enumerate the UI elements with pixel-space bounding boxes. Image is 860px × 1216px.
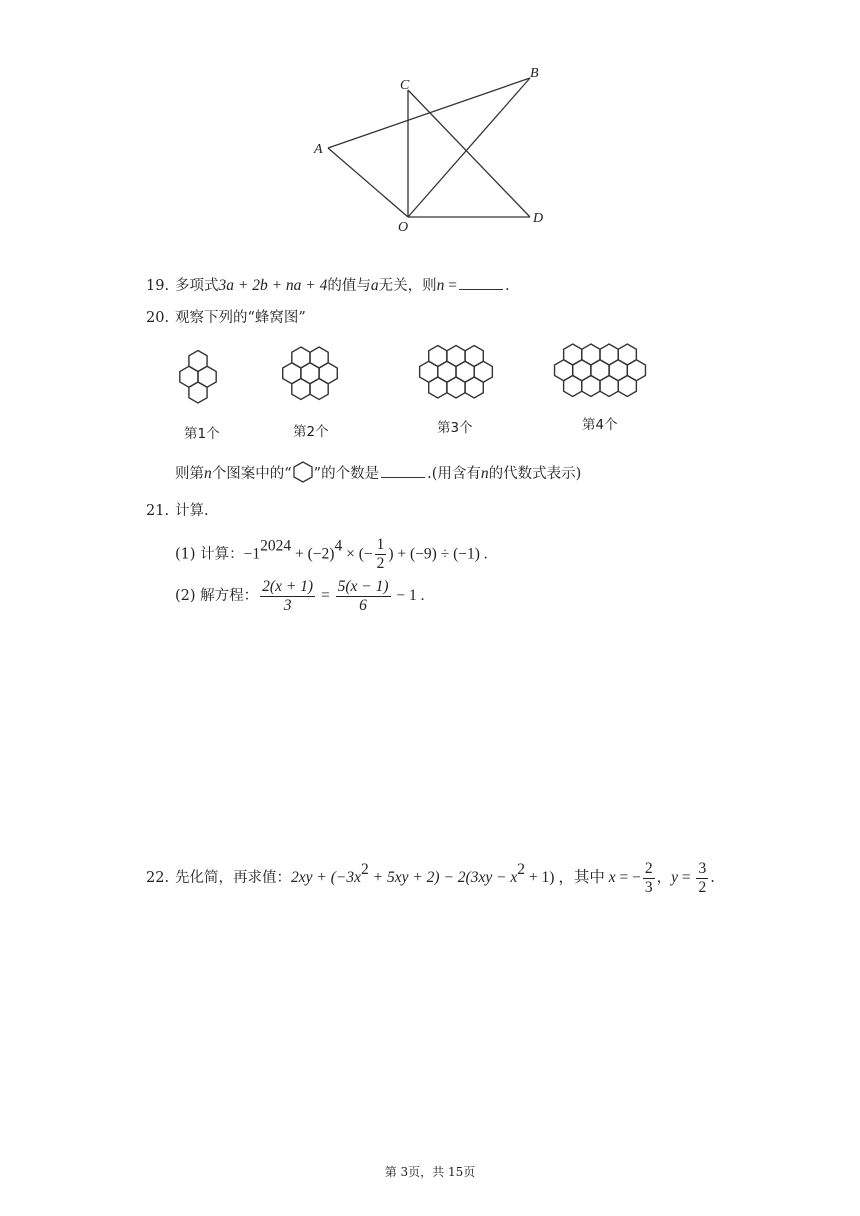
denominator: 3	[644, 878, 653, 896]
fraction-right	[336, 578, 391, 615]
fraction-one-half	[375, 536, 387, 573]
numerator: 1	[376, 536, 385, 553]
exponent: 2	[360, 861, 369, 878]
question-text: 无关，则	[378, 278, 437, 294]
equals-sign: =	[444, 277, 458, 294]
math-expression: + 1) ，其中	[525, 869, 609, 886]
honeycomb-figure-4-cell	[618, 376, 636, 397]
question-21-part-1	[175, 536, 488, 572]
polynomial-expression: 3a + 2b + na + 4	[218, 277, 328, 294]
variable-x: x	[608, 869, 616, 886]
honeycomb-label-1: 第1个	[184, 426, 220, 442]
question-20-title	[146, 308, 306, 328]
question-text: 多项式	[175, 278, 219, 294]
denominator: 6	[359, 596, 367, 614]
page-footer: 第 3页，共 15页	[384, 1165, 476, 1179]
question-19	[146, 276, 510, 296]
denominator: 2	[376, 555, 385, 572]
variable-n: n	[436, 277, 445, 294]
question-21-title	[146, 501, 209, 521]
math-expression: 2xy + (−3x	[291, 869, 361, 886]
label-o: O	[398, 220, 409, 235]
math-expression: × (−	[342, 545, 373, 563]
equals-sign: =	[317, 587, 334, 604]
fraction-x-value	[643, 860, 655, 897]
variable-a: a	[370, 277, 379, 294]
question-text: 的代数式表示)	[488, 466, 582, 482]
segment-cd	[408, 90, 530, 217]
variable-n: n	[204, 465, 212, 482]
math-expression: ) + (−9) ÷ (−1) .	[388, 545, 488, 563]
question-text: .(用含有	[427, 466, 481, 482]
part-label: (1) 计算：	[175, 546, 244, 563]
label-d: D	[533, 211, 544, 226]
question-text: 的值与	[327, 278, 371, 294]
answer-blank	[381, 465, 425, 478]
honeycomb-label-3: 第3个	[437, 420, 473, 436]
numerator: 2(x + 1)	[262, 577, 314, 595]
math-expression: − 1 .	[392, 587, 425, 604]
honeycomb-label-4: 第4个	[582, 417, 618, 433]
geometry-figure	[300, 60, 560, 240]
numerator: 2	[644, 859, 653, 877]
honeycomb-figure-3-cell	[447, 377, 465, 398]
period: .	[710, 870, 715, 886]
exponent: 2024	[260, 537, 292, 555]
question-text: 则第	[175, 466, 204, 482]
answer-blank	[459, 277, 503, 290]
honeycomb-figure-3-cell	[429, 377, 447, 398]
honeycomb-figure-2-cell	[310, 379, 328, 400]
honeycomb-figure-4-cell	[564, 376, 582, 397]
exponent: 2	[517, 861, 526, 878]
comma: ，	[656, 870, 672, 886]
segment-ao	[328, 148, 408, 217]
question-text: 先化简，再求值：	[175, 870, 291, 886]
question-21-part-2	[175, 576, 425, 616]
question-text: 观察下列的“蜂窝图”	[175, 310, 306, 326]
label-a: A	[314, 142, 323, 157]
variable-y: y	[671, 869, 678, 886]
hexagon-icon	[292, 461, 314, 483]
part-label: (2) 解方程：	[175, 588, 259, 604]
question-22	[146, 858, 715, 898]
numerator: 3	[698, 859, 707, 877]
label-c: C	[400, 78, 410, 93]
numerator: 5(x − 1)	[337, 577, 389, 595]
honeycomb-figure-3-cell	[465, 377, 483, 398]
honeycomb-figure-1-cell	[189, 382, 207, 403]
fraction-left	[260, 578, 315, 615]
label-b: B	[530, 66, 539, 81]
question-number: 20.	[146, 310, 170, 326]
question-number: 22.	[146, 870, 170, 886]
fraction-y-value	[696, 860, 708, 897]
math-expression: + (−2)	[291, 545, 335, 563]
period: .	[505, 278, 510, 294]
variable-n: n	[480, 465, 489, 482]
denominator: 2	[698, 878, 707, 896]
question-number: 19.	[146, 278, 170, 294]
question-text: 计算.	[175, 503, 209, 519]
honeycomb-figure-2-cell	[292, 379, 310, 400]
math-expression: −1	[243, 545, 261, 563]
exponent: 4	[334, 537, 343, 555]
question-number: 21.	[146, 503, 170, 519]
denominator: 3	[283, 596, 292, 614]
honeycomb-figure-4-cell	[600, 376, 618, 397]
math-expression: + 5xy + 2) − 2(3xy − x	[368, 869, 518, 886]
equals-sign: =	[677, 869, 695, 886]
question-20-answer	[175, 461, 581, 484]
honeycomb-figure-4-cell	[582, 376, 600, 397]
math-expression: = −	[615, 869, 641, 886]
question-text: 个图案中的“	[211, 466, 292, 482]
question-text: ”的个数是	[313, 466, 380, 482]
honeycomb-label-2: 第2个	[293, 424, 329, 440]
